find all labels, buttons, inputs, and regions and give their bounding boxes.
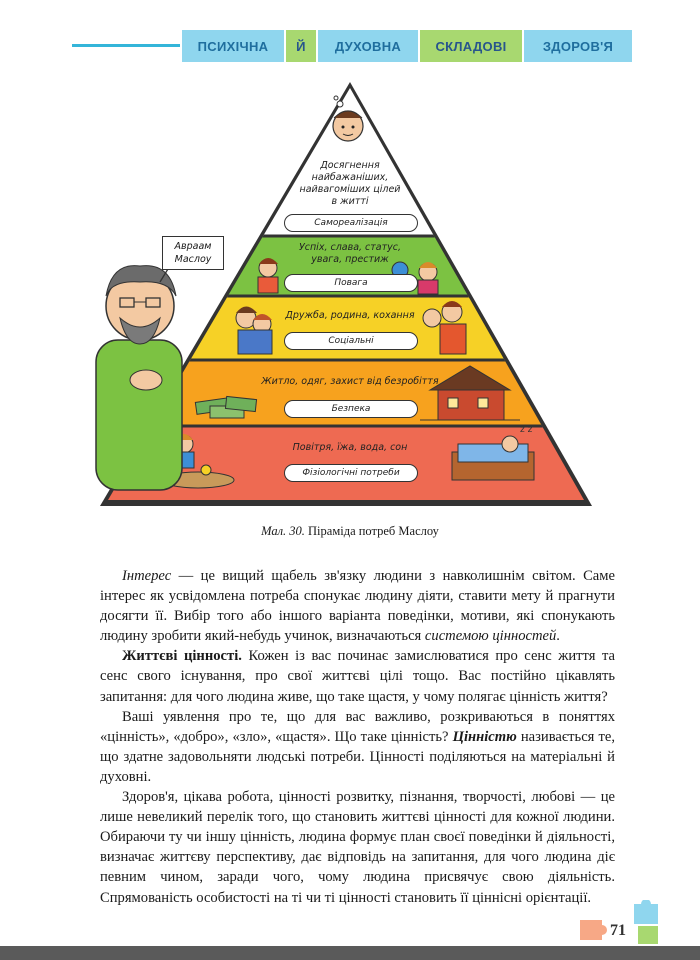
tier4-line: Житло, одяг, захист від безробіття (261, 376, 439, 387)
header-segment-3: ДУХОВНА (318, 30, 418, 62)
header-segment-1: ПСИХІЧНА (182, 30, 284, 62)
tier3-line: Дружба, родина, кохання (285, 310, 415, 321)
term-interest: Інтерес (122, 568, 172, 584)
paragraph-3 (100, 707, 615, 787)
tier1-label: Самореалізація (284, 214, 418, 232)
page-number: 71 (610, 922, 626, 939)
tier-self-actualization (100, 80, 600, 236)
p3-text-a: Ваші уявлення про те, що для вас важливо, розкриваються в поняттях «цінність», «добро», «зло», «щастя». Що таке цінність? (100, 708, 615, 745)
paragraph-1 (100, 566, 615, 646)
svg-text:z z: z z (520, 425, 533, 435)
maslow-callout (162, 236, 224, 270)
tier2-line: увага, престиж (311, 254, 389, 265)
term-value: Цінністю (452, 728, 517, 745)
caption-text: Піраміда потреб Маслоу (304, 524, 439, 538)
tier1-text (298, 160, 402, 208)
term-value-system: системою цінностей (424, 628, 557, 645)
tier2-line: Успіх, слава, статус, (298, 242, 402, 253)
p2-text: Кожен із вас починає замислюватися про сенс життя та сенс свого існування, про свої життєві цілі тощо. Вас постійно цікавлять запитання: для чого людина живе, що таке щастя, у чому полягає цінність життя? (100, 648, 615, 705)
tier1-line: найвагоміших цілей (299, 184, 401, 195)
p3-text-c: називається те, що здатне задовольняти людські потреби. Цінності поділяються на матеріальні й духовні. (100, 728, 615, 785)
tier5-text (260, 442, 440, 454)
tier4-text (236, 376, 464, 388)
tier5-label: Фізіологічні потреби (284, 464, 418, 482)
tier4-label: Безпека (284, 400, 418, 418)
tier2-text (280, 242, 420, 266)
tier2-label: Повага (284, 274, 418, 292)
paragraph-4: Здоров'я, цікава робота, цінності розвитку, пізнання, творчості, любові — це лише невеликий перелік того, що становить життєві цінності для кожної людини. Обираючи ту чи іншу цінність, людина формує план своєї поведінки й діяльності, визначає життєву перспективу, дає відповідь на запитання, для чого людина діє певним чином, заради чого, чому людина присвячує свою діяльність. Спрямованість особистості на ті чи ті цінності становить її ціннісні орієнтації. (100, 789, 615, 906)
header-segment-4: СКЛАДОВІ (420, 30, 522, 62)
callout-line-1: Авраам (174, 241, 212, 252)
maslow-character-illustration (96, 246, 182, 490)
header-segment-2: Й (286, 30, 316, 62)
header-segment-5: ЗДОРОВ'Я (524, 30, 632, 62)
footer-bar (0, 946, 700, 960)
subheading-life-values: Життєві цінності. (122, 648, 242, 665)
figure-caption (0, 524, 700, 539)
tier5-line: Повітря, їжа, вода, сон (292, 442, 408, 453)
caption-prefix: Мал. 30. (261, 524, 305, 538)
tier1-line: в житті (331, 196, 369, 207)
p1-text: — це вищий щабель зв'язку людини з навколишнім світом. Саме інтерес як усвідомлена потреба спонукає людину діяти, ставити мету й прагнути досягти її. Вибір того або іншого варіанта поведінки, мотиви, які спонукають людину зробити який-небудь учинок, визначаються (100, 568, 615, 645)
tier1-line: Досягнення (320, 160, 380, 171)
paragraph-2 (100, 646, 615, 706)
tier3-text (270, 310, 430, 322)
tier1-line: найбажаніших, (311, 172, 389, 183)
tier3-label: Соціальні (284, 332, 418, 350)
callout-line-2: Маслоу (174, 254, 212, 265)
body-text (100, 566, 615, 908)
p1-end: . (556, 628, 560, 645)
